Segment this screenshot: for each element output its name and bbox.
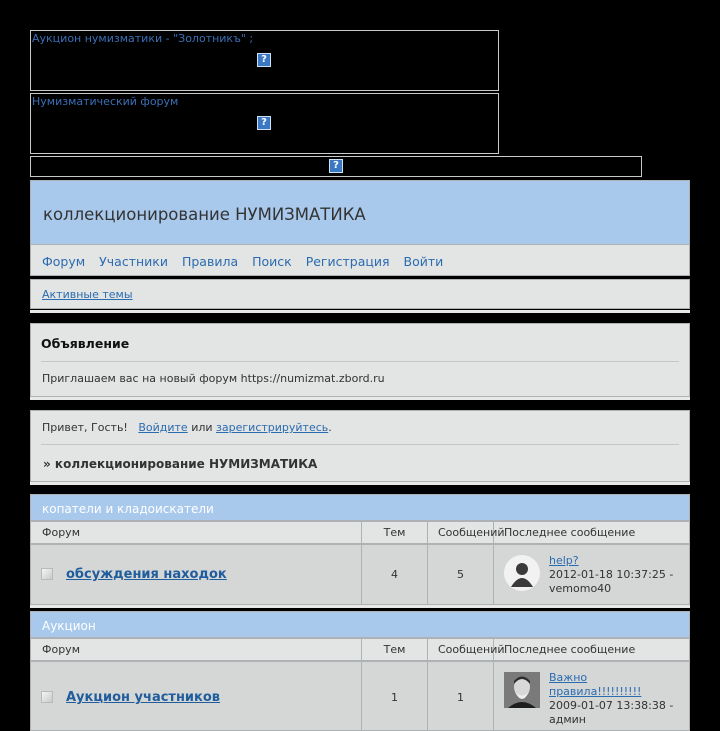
announcement-heading: Объявление: [41, 336, 130, 351]
forum-status-icon: [41, 568, 53, 580]
help-icon[interactable]: ?: [257, 116, 271, 130]
or-text: или: [191, 421, 213, 434]
forum-link[interactable]: Аукцион участников: [66, 690, 221, 705]
category-header: [30, 494, 690, 521]
divider: [30, 482, 690, 485]
portrait-avatar: [504, 672, 540, 708]
col-last-post: Последнее сообщение: [504, 526, 636, 539]
forum-status-icon: [41, 691, 53, 703]
main-nav: [30, 244, 690, 276]
announcement-panel: [30, 323, 690, 397]
post-count: 1: [457, 691, 464, 704]
col-forum: Форум: [31, 639, 362, 660]
column-header-row: [30, 638, 690, 661]
topic-count: 1: [391, 691, 398, 704]
period-text: .: [328, 421, 332, 434]
default-user-icon: [504, 555, 540, 591]
last-post-date: 2012-01-18 10:37:25 -: [549, 568, 674, 581]
col-posts: Сообщений: [428, 639, 494, 660]
category-header: [30, 611, 690, 638]
welcome-panel: [30, 410, 690, 482]
divider: [41, 361, 679, 362]
category-title: копатели и кладоискатели: [42, 502, 214, 516]
banner-title[interactable]: Нумизматический форум: [32, 95, 179, 108]
forum-row: [30, 661, 690, 731]
last-post-author[interactable]: админ: [549, 713, 586, 726]
banner-zolotnik[interactable]: [30, 30, 499, 91]
banner-title[interactable]: Аукцион нумизматики - "Золотникъ" ;: [32, 32, 254, 45]
divider: [30, 397, 690, 400]
announcement-text: Приглашаем вас на новый форум https://numizmat.zbord.ru: [42, 372, 385, 385]
help-icon[interactable]: ?: [329, 159, 343, 173]
post-count: 5: [457, 568, 464, 581]
login-link[interactable]: Войдите: [138, 421, 188, 434]
nav-search[interactable]: Поиск: [252, 254, 292, 269]
col-topics: Тем: [362, 522, 428, 543]
banner-numismatic-forum[interactable]: [30, 93, 499, 154]
nav-forum[interactable]: Форум: [42, 254, 86, 269]
topic-count: 4: [391, 568, 398, 581]
category-title: Аукцион: [42, 619, 96, 633]
col-last-post: Последнее сообщение: [504, 643, 636, 656]
last-post-link-cont[interactable]: правила!!!!!!!!!!: [549, 685, 642, 698]
nav-rules[interactable]: Правила: [181, 254, 239, 269]
divider: [30, 310, 690, 313]
last-post-author[interactable]: vemomo40: [549, 582, 612, 595]
forum-row: [30, 544, 690, 605]
greeting-text: Привет, Гость!: [42, 421, 128, 434]
banner-empty[interactable]: [30, 156, 642, 177]
column-header-row: [30, 521, 690, 544]
forum-title: коллекционирование НУМИЗМАТИКА: [43, 205, 366, 224]
last-post-link[interactable]: Важно: [549, 671, 588, 684]
col-posts: Сообщений: [428, 522, 494, 543]
nav-register[interactable]: Регистрация: [305, 254, 390, 269]
col-forum: Форум: [31, 522, 362, 543]
nav-members[interactable]: Участники: [99, 254, 168, 269]
nav-login[interactable]: Войти: [403, 254, 444, 269]
register-link[interactable]: зарегистрируйтесь: [216, 421, 329, 434]
last-post-date: 2009-01-07 13:38:38 -: [549, 699, 674, 712]
active-topics-bar: [30, 279, 690, 309]
help-icon[interactable]: ?: [257, 53, 271, 67]
col-topics: Тем: [362, 639, 428, 660]
divider: [30, 605, 690, 608]
last-post-link[interactable]: help?: [549, 554, 579, 567]
active-topics-link[interactable]: Активные темы: [42, 288, 133, 301]
forum-link[interactable]: обсуждения находок: [66, 567, 227, 582]
divider: [41, 444, 679, 445]
forum-header: [30, 180, 690, 245]
breadcrumb: » коллекционирование НУМИЗМАТИКА: [43, 457, 318, 471]
